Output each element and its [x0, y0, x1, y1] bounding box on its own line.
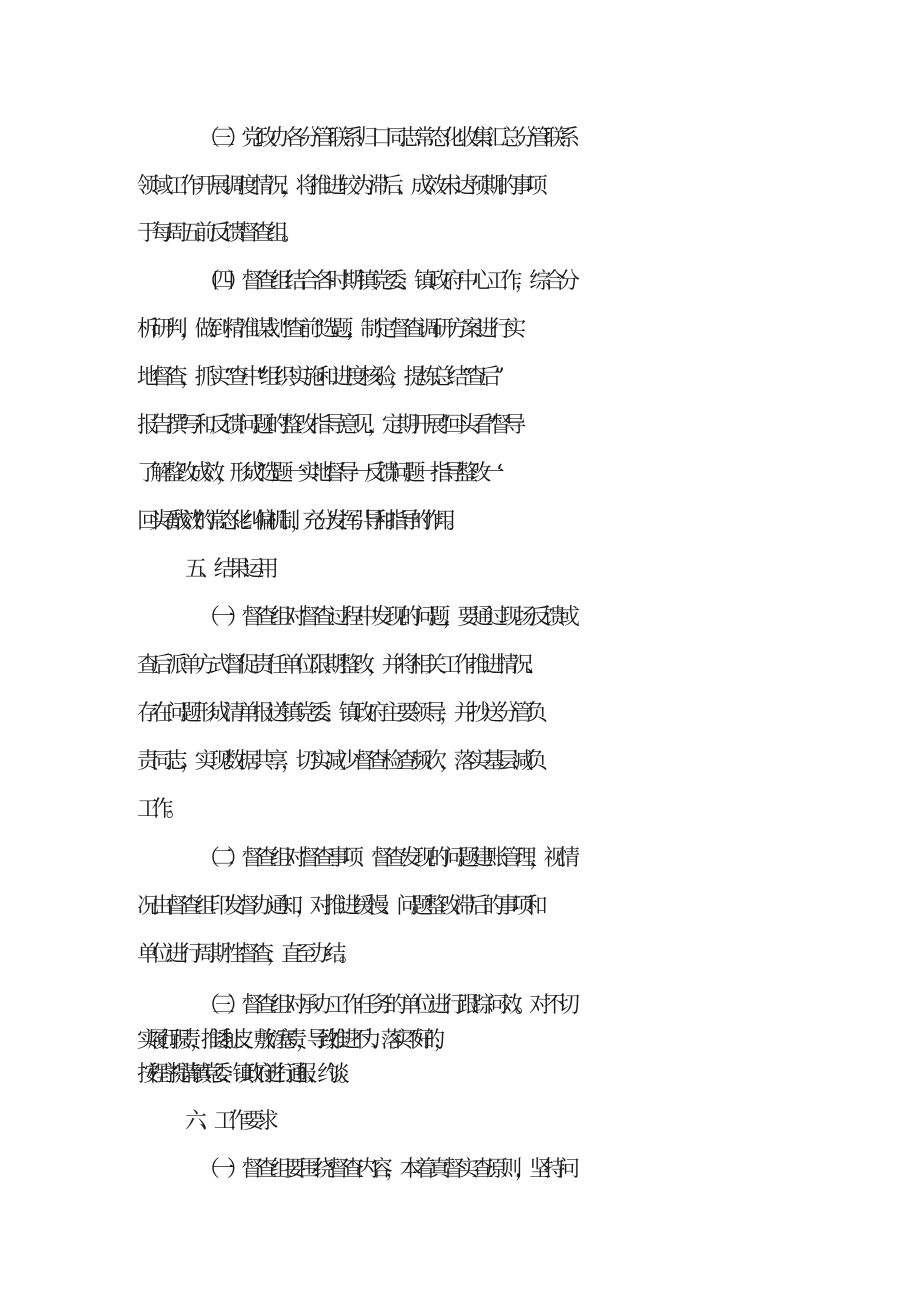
- paragraph-4-line-2: 析研判，做到精准谋划“查前”选题，制定督查调研方案进行实: [137, 317, 519, 342]
- paragraph-5-2-line-2: 况由督查组印发督办通知，对推进缓慢、问题整改滞后的事项和: [137, 894, 541, 919]
- section-heading-5: 五、结果运用: [185, 557, 272, 582]
- paragraph-5-3-line-2: 实履行职责，推诿扯皮、敷衍塞责，导致推进不力、落实不好的，: [137, 1028, 445, 1053]
- paragraph-3-line-1: （三）党政办各分管联系归口同志常态化收集汇总分管联系: [198, 126, 573, 151]
- paragraph-6-1-line-1: （一）督查组要围绕督查内容，本着真督实查原则，坚持问: [198, 1157, 573, 1182]
- paragraph-5-2-line-1: （二）督查组对督查事项、督查发现的问题建账管理，视情: [198, 846, 573, 871]
- paragraph-5-1-line-1: （一）督查组对督查过程中发现的问题，要通过现场反馈或: [198, 605, 573, 630]
- section-heading-6: 六、工作要求: [185, 1109, 272, 1134]
- paragraph-4-line-6: 回头看'成效”的常态化纠偏机制，充分发挥引导和指导的作用。: [137, 509, 459, 534]
- paragraph-5-2-line-3: 单位进行周期性督查，直至办结。: [137, 942, 354, 967]
- paragraph-3-line-3: 于每周五前反馈督查组。: [137, 221, 296, 246]
- paragraph-4-line-3: 地督查，抓实“查中”组织实施和进度核验，提炼总结“查后”: [137, 365, 498, 390]
- paragraph-4-line-1: （四）督查组结合各时期镇党委、镇政府中心工作，综合分: [198, 269, 573, 294]
- paragraph-5-1-line-2: 查后派单方式督促责任单位限期整改，并将相关工作推进情况、: [137, 653, 541, 678]
- paragraph-5-3-line-3: 按程序提请镇党委、镇政府进行通报、约谈。: [137, 1062, 350, 1087]
- paragraph-5-3-line-1: （三）督查组对承办工作任务的单位进行跟踪问效。对不切: [198, 993, 573, 1018]
- paragraph-5-1-line-3: 存在问题形成清单报送镇党委、镇政府主要领导，并抄送分管负: [137, 701, 541, 726]
- paragraph-4-line-5: 了解整改成效，形成“选题一实地督导一反馈问题一指导整改一‘: [137, 461, 495, 486]
- paragraph-5-1-line-4: 责同志，实现数据共享，切实减少督查检查频次，落实基层减负: [137, 749, 541, 774]
- paragraph-4-line-4: 报告撰写和反馈问题的整改指导意见，定期开展“回头看”督导: [137, 413, 519, 438]
- paragraph-3-line-2: 领域工作开展调度情况，将推进较为滞后、成效未达预期的事项: [137, 174, 541, 199]
- paragraph-5-1-line-5: 工作。: [137, 797, 181, 822]
